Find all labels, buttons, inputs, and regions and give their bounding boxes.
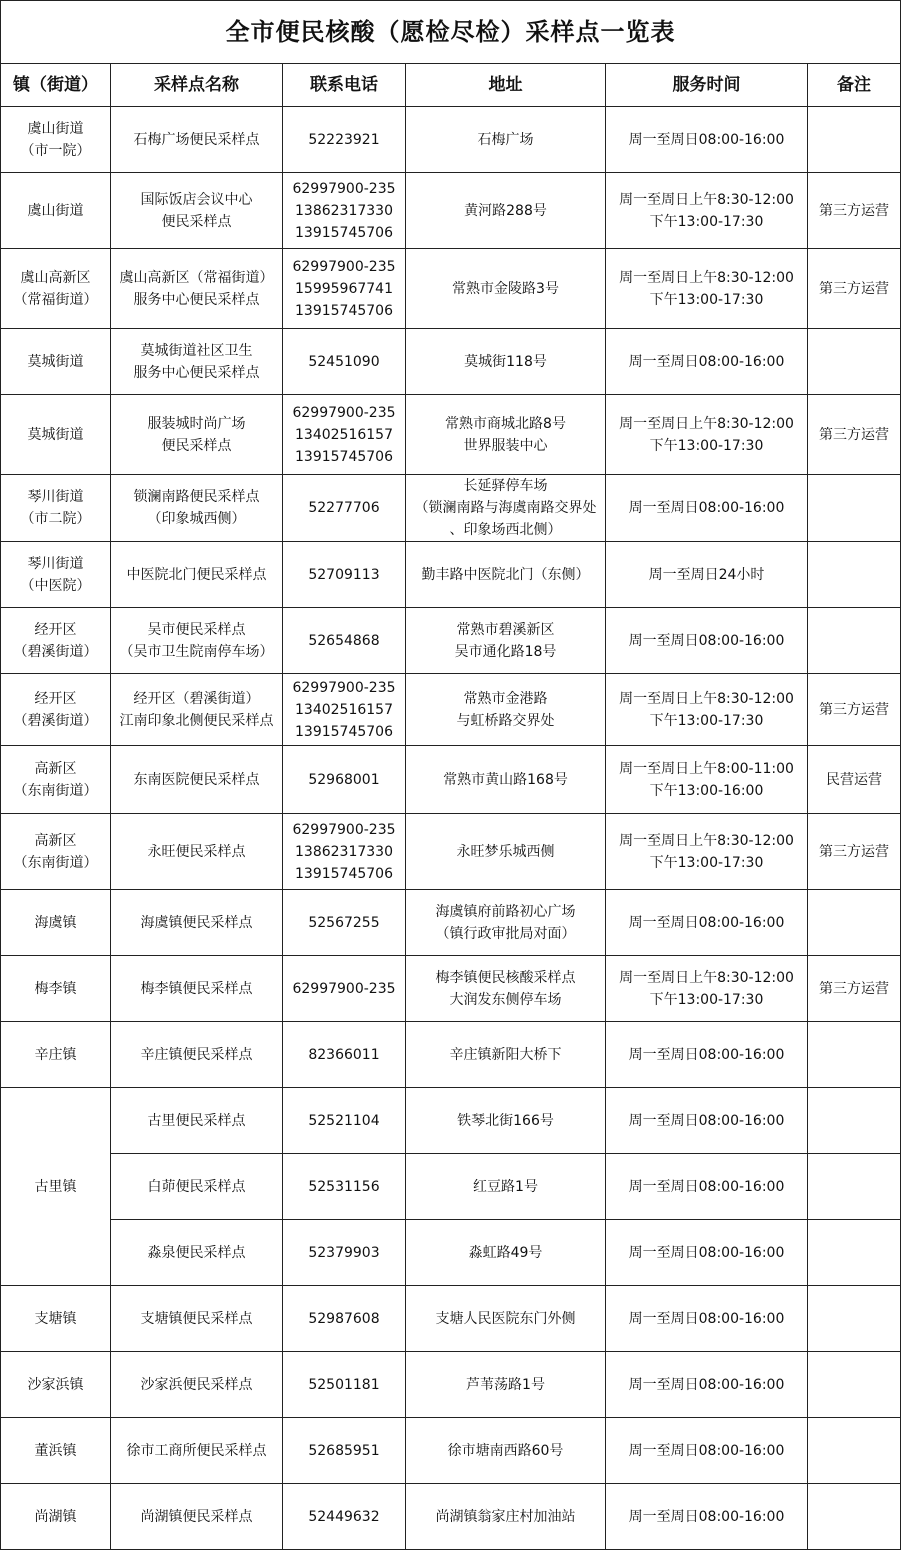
- cell-note: 民营运营: [808, 746, 901, 814]
- cell-note: [808, 1022, 901, 1088]
- cell-hours: 周一至周日08:00-16:00: [606, 1352, 808, 1418]
- cell-address: 常熟市金陵路3号: [406, 249, 606, 329]
- cell-address: 常熟市碧溪新区 吴市通化路18号: [406, 608, 606, 674]
- cell-site-name: 莫城街道社区卫生 服务中心便民采样点: [111, 329, 283, 395]
- header-town: 镇（街道）: [1, 64, 111, 107]
- cell-address: 梅李镇便民核酸采样点 大润发东侧停车场: [406, 956, 606, 1022]
- table-row: [1, 1088, 901, 1154]
- cell-phone: 52277706: [283, 475, 406, 542]
- cell-hours: 周一至周日24小时: [606, 542, 808, 608]
- cell-town: 虞山街道 （市一院）: [1, 107, 111, 173]
- cell-note: [808, 329, 901, 395]
- cell-address: 支塘人民医院东门外侧: [406, 1286, 606, 1352]
- cell-phone: 62997900-235 13862317330 13915745706: [283, 173, 406, 249]
- cell-hours: 周一至周日上午8:30-12:00 下午13:00-17:30: [606, 173, 808, 249]
- cell-hours: 周一至周日08:00-16:00: [606, 608, 808, 674]
- cell-note: 第三方运营: [808, 674, 901, 746]
- cell-hours: 周一至周日08:00-16:00: [606, 1286, 808, 1352]
- cell-phone: 62997900-235 13402516157 13915745706: [283, 395, 406, 475]
- cell-address: 辛庄镇新阳大桥下: [406, 1022, 606, 1088]
- cell-town: 虞山街道: [1, 173, 111, 249]
- cell-phone: 52223921: [283, 107, 406, 173]
- cell-note: [808, 542, 901, 608]
- cell-note: 第三方运营: [808, 956, 901, 1022]
- table-row: [1, 542, 901, 608]
- cell-site-name: 国际饭店会议中心 便民采样点: [111, 173, 283, 249]
- cell-site-name: 沙家浜便民采样点: [111, 1352, 283, 1418]
- cell-hours: 周一至周日08:00-16:00: [606, 1484, 808, 1550]
- cell-phone: 52531156: [283, 1154, 406, 1220]
- cell-phone: 62997900-235: [283, 956, 406, 1022]
- table-row: [1, 674, 901, 746]
- cell-town: 经开区 （碧溪街道）: [1, 674, 111, 746]
- cell-phone: 52709113: [283, 542, 406, 608]
- table-row: [1, 1220, 901, 1286]
- cell-site-name: 锁澜南路便民采样点 （印象城西侧）: [111, 475, 283, 542]
- cell-address: 海虞镇府前路初心广场 （镇行政审批局对面）: [406, 890, 606, 956]
- cell-address: 红豆路1号: [406, 1154, 606, 1220]
- cell-town: 琴川街道 （中医院）: [1, 542, 111, 608]
- cell-phone: 52501181: [283, 1352, 406, 1418]
- cell-site-name: 淼泉便民采样点: [111, 1220, 283, 1286]
- cell-note: [808, 1286, 901, 1352]
- cell-note: [808, 1220, 901, 1286]
- cell-hours: 周一至周日上午8:30-12:00 下午13:00-17:30: [606, 814, 808, 890]
- cell-site-name: 经开区（碧溪街道） 江南印象北侧便民采样点: [111, 674, 283, 746]
- cell-note: [808, 1418, 901, 1484]
- table-row: [1, 746, 901, 814]
- cell-note: [808, 475, 901, 542]
- cell-town: 经开区 （碧溪街道）: [1, 608, 111, 674]
- cell-hours: 周一至周日08:00-16:00: [606, 329, 808, 395]
- header-hours: 服务时间: [606, 64, 808, 107]
- cell-site-name: 虞山高新区（常福街道） 服务中心便民采样点: [111, 249, 283, 329]
- cell-town: 支塘镇: [1, 1286, 111, 1352]
- cell-phone: 52567255: [283, 890, 406, 956]
- cell-town: 高新区 （东南街道）: [1, 746, 111, 814]
- cell-site-name: 古里便民采样点: [111, 1088, 283, 1154]
- cell-town: 古里镇: [1, 1088, 111, 1286]
- cell-town: 琴川街道 （市二院）: [1, 475, 111, 542]
- header-address: 地址: [406, 64, 606, 107]
- cell-address: 常熟市金港路 与虹桥路交界处: [406, 674, 606, 746]
- table-row: [1, 1418, 901, 1484]
- table-body: [1, 107, 901, 1550]
- cell-phone: 52521104: [283, 1088, 406, 1154]
- cell-note: [808, 107, 901, 173]
- cell-hours: 周一至周日08:00-16:00: [606, 1022, 808, 1088]
- cell-hours: 周一至周日08:00-16:00: [606, 107, 808, 173]
- table-row: [1, 1286, 901, 1352]
- cell-note: [808, 608, 901, 674]
- cell-site-name: 永旺便民采样点: [111, 814, 283, 890]
- cell-phone: 52379903: [283, 1220, 406, 1286]
- cell-phone: 62997900-235 15995967741 13915745706: [283, 249, 406, 329]
- cell-site-name: 白茆便民采样点: [111, 1154, 283, 1220]
- cell-site-name: 服装城时尚广场 便民采样点: [111, 395, 283, 475]
- cell-address: 淼虹路49号: [406, 1220, 606, 1286]
- header-note: 备注: [808, 64, 901, 107]
- cell-note: 第三方运营: [808, 395, 901, 475]
- cell-note: 第三方运营: [808, 173, 901, 249]
- cell-note: [808, 1484, 901, 1550]
- cell-phone: 62997900-235 13402516157 13915745706: [283, 674, 406, 746]
- cell-town: 辛庄镇: [1, 1022, 111, 1088]
- cell-site-name: 海虞镇便民采样点: [111, 890, 283, 956]
- header-row: [1, 64, 901, 107]
- cell-address: 铁琴北街166号: [406, 1088, 606, 1154]
- table-row: [1, 1154, 901, 1220]
- cell-hours: 周一至周日08:00-16:00: [606, 890, 808, 956]
- cell-hours: 周一至周日08:00-16:00: [606, 475, 808, 542]
- cell-hours: 周一至周日上午8:30-12:00 下午13:00-17:30: [606, 395, 808, 475]
- cell-phone: 82366011: [283, 1022, 406, 1088]
- table-row: [1, 475, 901, 542]
- table-row: [1, 956, 901, 1022]
- cell-town: 海虞镇: [1, 890, 111, 956]
- table-row: [1, 1022, 901, 1088]
- cell-site-name: 石梅广场便民采样点: [111, 107, 283, 173]
- cell-note: 第三方运营: [808, 249, 901, 329]
- cell-address: 芦苇荡路1号: [406, 1352, 606, 1418]
- cell-site-name: 辛庄镇便民采样点: [111, 1022, 283, 1088]
- cell-address: 尚湖镇翁家庄村加油站: [406, 1484, 606, 1550]
- cell-town: 梅李镇: [1, 956, 111, 1022]
- cell-phone: 52449632: [283, 1484, 406, 1550]
- cell-phone: 52968001: [283, 746, 406, 814]
- cell-town: 虞山高新区 （常福街道）: [1, 249, 111, 329]
- cell-hours: 周一至周日08:00-16:00: [606, 1418, 808, 1484]
- cell-hours: 周一至周日上午8:00-11:00 下午13:00-16:00: [606, 746, 808, 814]
- cell-phone: 52987608: [283, 1286, 406, 1352]
- table-row: [1, 1484, 901, 1550]
- header-phone: 联系电话: [283, 64, 406, 107]
- cell-note: 第三方运营: [808, 814, 901, 890]
- cell-address: 黄河路288号: [406, 173, 606, 249]
- cell-site-name: 吴市便民采样点 （吴市卫生院南停车场）: [111, 608, 283, 674]
- cell-phone: 52451090: [283, 329, 406, 395]
- cell-phone: 52654868: [283, 608, 406, 674]
- cell-town: 尚湖镇: [1, 1484, 111, 1550]
- cell-note: [808, 1154, 901, 1220]
- cell-site-name: 尚湖镇便民采样点: [111, 1484, 283, 1550]
- cell-hours: 周一至周日上午8:30-12:00 下午13:00-17:30: [606, 249, 808, 329]
- table-row: [1, 608, 901, 674]
- cell-town: 沙家浜镇: [1, 1352, 111, 1418]
- cell-town: 董浜镇: [1, 1418, 111, 1484]
- cell-site-name: 东南医院便民采样点: [111, 746, 283, 814]
- cell-address: 常熟市黄山路168号: [406, 746, 606, 814]
- cell-site-name: 梅李镇便民采样点: [111, 956, 283, 1022]
- table-row: [1, 395, 901, 475]
- cell-hours: 周一至周日上午8:30-12:00 下午13:00-17:30: [606, 674, 808, 746]
- cell-address: 永旺梦乐城西侧: [406, 814, 606, 890]
- cell-town: 高新区 （东南街道）: [1, 814, 111, 890]
- cell-address: 莫城街118号: [406, 329, 606, 395]
- table-row: [1, 1352, 901, 1418]
- table-row: [1, 814, 901, 890]
- cell-hours: 周一至周日08:00-16:00: [606, 1088, 808, 1154]
- cell-hours: 周一至周日08:00-16:00: [606, 1220, 808, 1286]
- cell-note: [808, 890, 901, 956]
- cell-address: 长延驿停车场 （锁澜南路与海虞南路交界处 、印象场西北侧）: [406, 475, 606, 542]
- cell-note: [808, 1352, 901, 1418]
- cell-note: [808, 1088, 901, 1154]
- cell-site-name: 支塘镇便民采样点: [111, 1286, 283, 1352]
- cell-hours: 周一至周日08:00-16:00: [606, 1154, 808, 1220]
- cell-address: 勤丰路中医院北门（东侧）: [406, 542, 606, 608]
- table-row: [1, 107, 901, 173]
- table-row: [1, 329, 901, 395]
- cell-town: 莫城街道: [1, 329, 111, 395]
- table-row: [1, 890, 901, 956]
- cell-site-name: 徐市工商所便民采样点: [111, 1418, 283, 1484]
- cell-phone: 62997900-235 13862317330 13915745706: [283, 814, 406, 890]
- header-site-name: 采样点名称: [111, 64, 283, 107]
- table-row: [1, 249, 901, 329]
- cell-phone: 52685951: [283, 1418, 406, 1484]
- cell-address: 徐市塘南西路60号: [406, 1418, 606, 1484]
- table-title: 全市便民核酸（愿检尽检）采样点一览表: [1, 1, 901, 64]
- cell-hours: 周一至周日上午8:30-12:00 下午13:00-17:30: [606, 956, 808, 1022]
- cell-site-name: 中医院北门便民采样点: [111, 542, 283, 608]
- cell-address: 常熟市商城北路8号 世界服装中心: [406, 395, 606, 475]
- cell-address: 石梅广场: [406, 107, 606, 173]
- cell-town: 莫城街道: [1, 395, 111, 475]
- table-row: [1, 173, 901, 249]
